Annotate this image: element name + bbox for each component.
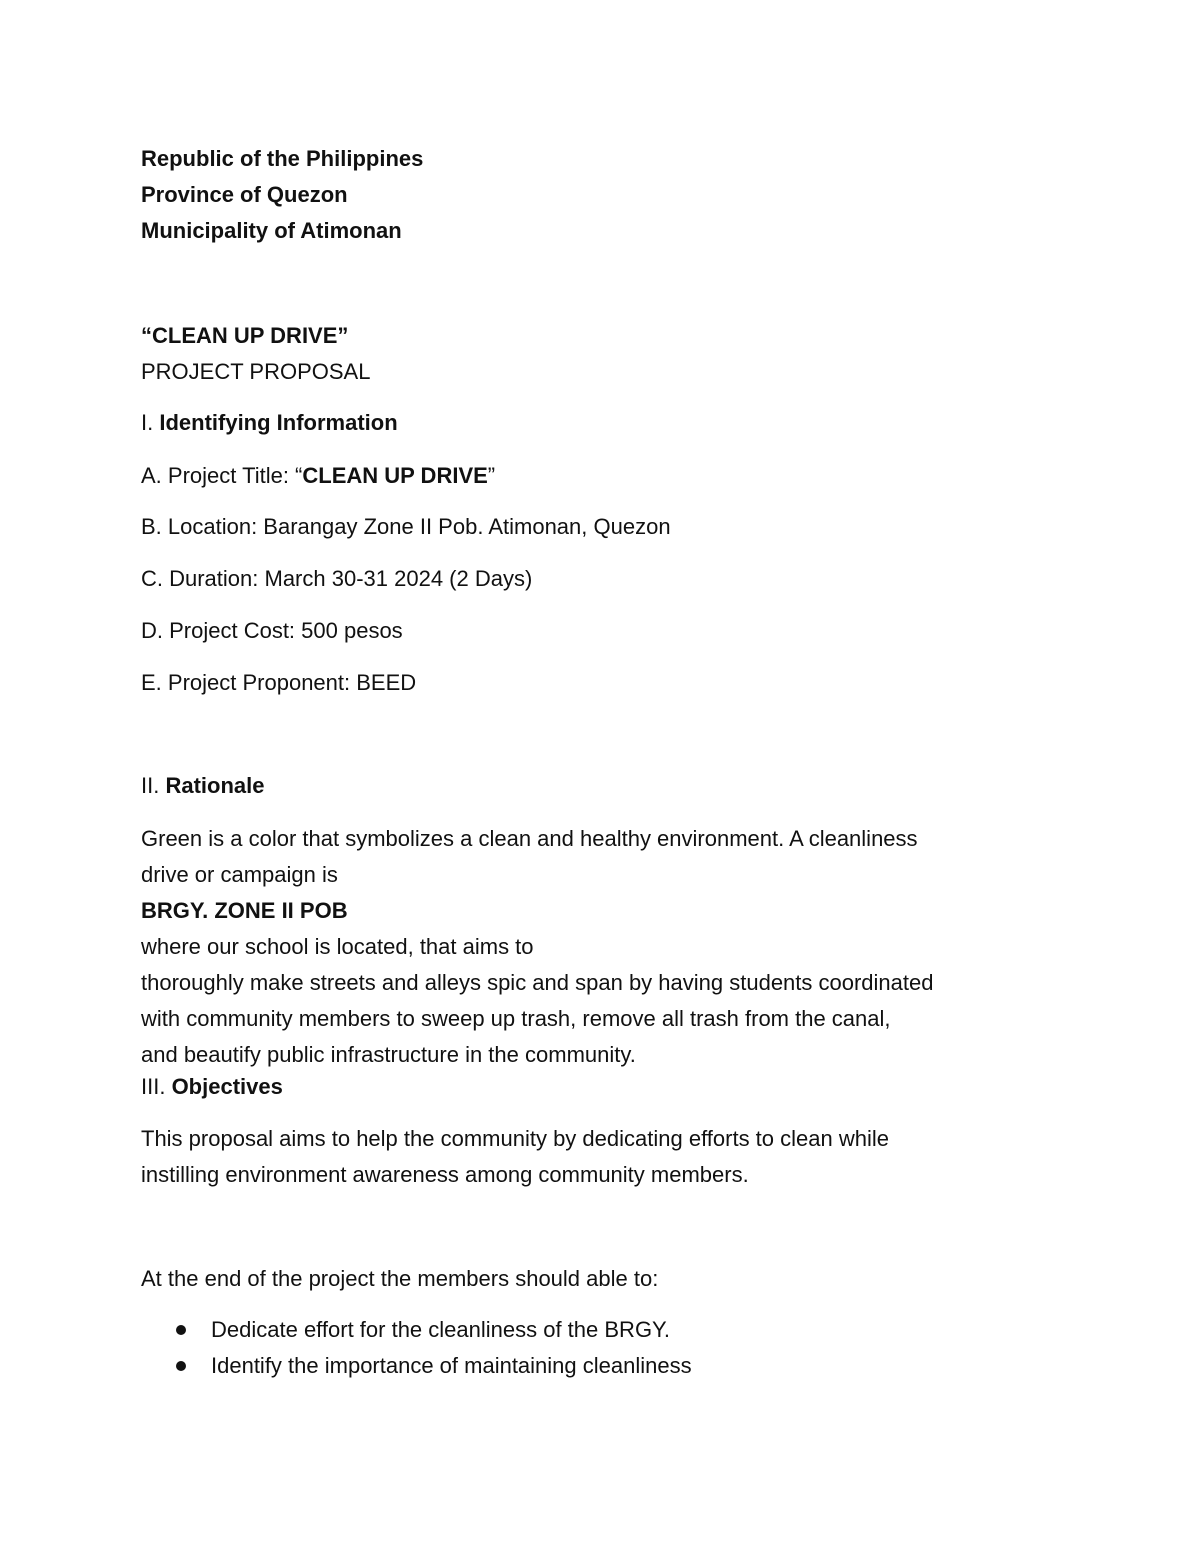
list-item-text: Identify the importance of maintaining cleanliness xyxy=(211,1353,692,1378)
barangay-name: BRGY. ZONE II POB xyxy=(141,898,348,923)
section-numeral: I. xyxy=(141,410,160,435)
item-duration: C. Duration: March 30-31 2024 (2 Days) xyxy=(141,566,533,591)
document-title: “CLEAN UP DRIVE” xyxy=(141,323,349,348)
section-title: Identifying Information xyxy=(159,410,398,435)
section-heading-identifying-information xyxy=(141,405,398,441)
section-title: Rationale xyxy=(165,773,265,798)
bullet-icon xyxy=(176,1325,186,1335)
line-text: where our school is located, that aims to xyxy=(141,934,534,959)
paragraph-line: and beautify public infrastructure in the community. xyxy=(141,1042,636,1067)
list-item xyxy=(141,1348,692,1384)
objectives-paragraph xyxy=(141,1121,1071,1193)
paragraph-line: thoroughly make streets and alleys spic and span by having students coordinated xyxy=(141,970,934,995)
item-quote-close: ” xyxy=(487,463,496,488)
section-heading-objectives xyxy=(141,1069,283,1105)
header-country: Republic of the Philippines xyxy=(141,146,424,171)
item-project-title xyxy=(141,458,495,494)
header-municipality: Municipality of Atimonan xyxy=(141,218,402,243)
list-item xyxy=(141,1312,692,1348)
paragraph-line: with community members to sweep up trash, remove all trash from the canal, xyxy=(141,1006,891,1031)
paragraph-line: instilling environment awareness among community members. xyxy=(141,1162,749,1187)
bullet-icon xyxy=(176,1361,186,1371)
document-subtitle: PROJECT PROPOSAL xyxy=(141,359,371,384)
paragraph-line: Green is a color that symbolizes a clean and healthy environment. A cleanliness xyxy=(141,826,918,851)
section-title: Objectives xyxy=(171,1074,283,1099)
item-location: B. Location: Barangay Zone II Pob. Atimonan, Quezon xyxy=(141,514,671,539)
item-project-cost: D. Project Cost: 500 pesos xyxy=(141,618,403,643)
item-label: A. Project Title: “ xyxy=(141,463,303,488)
rationale-paragraph xyxy=(141,821,1071,1073)
section-heading-rationale xyxy=(141,768,264,804)
paragraph-line xyxy=(141,857,1071,965)
section-numeral: II. xyxy=(141,773,166,798)
item-project-proponent: E. Project Proponent: BEED xyxy=(141,670,417,695)
item-value: CLEAN UP DRIVE xyxy=(302,463,488,488)
list-item-text: Dedicate effort for the cleanliness of the BRGY. xyxy=(211,1317,671,1342)
paragraph-line: This proposal aims to help the community by dedicating efforts to clean while xyxy=(141,1126,889,1151)
objectives-intro: At the end of the project the members should able to: xyxy=(141,1266,659,1291)
objectives-list xyxy=(141,1312,692,1384)
header-province: Province of Quezon xyxy=(141,182,348,207)
line-text: drive or campaign is xyxy=(141,862,338,887)
section-numeral: III. xyxy=(141,1074,172,1099)
